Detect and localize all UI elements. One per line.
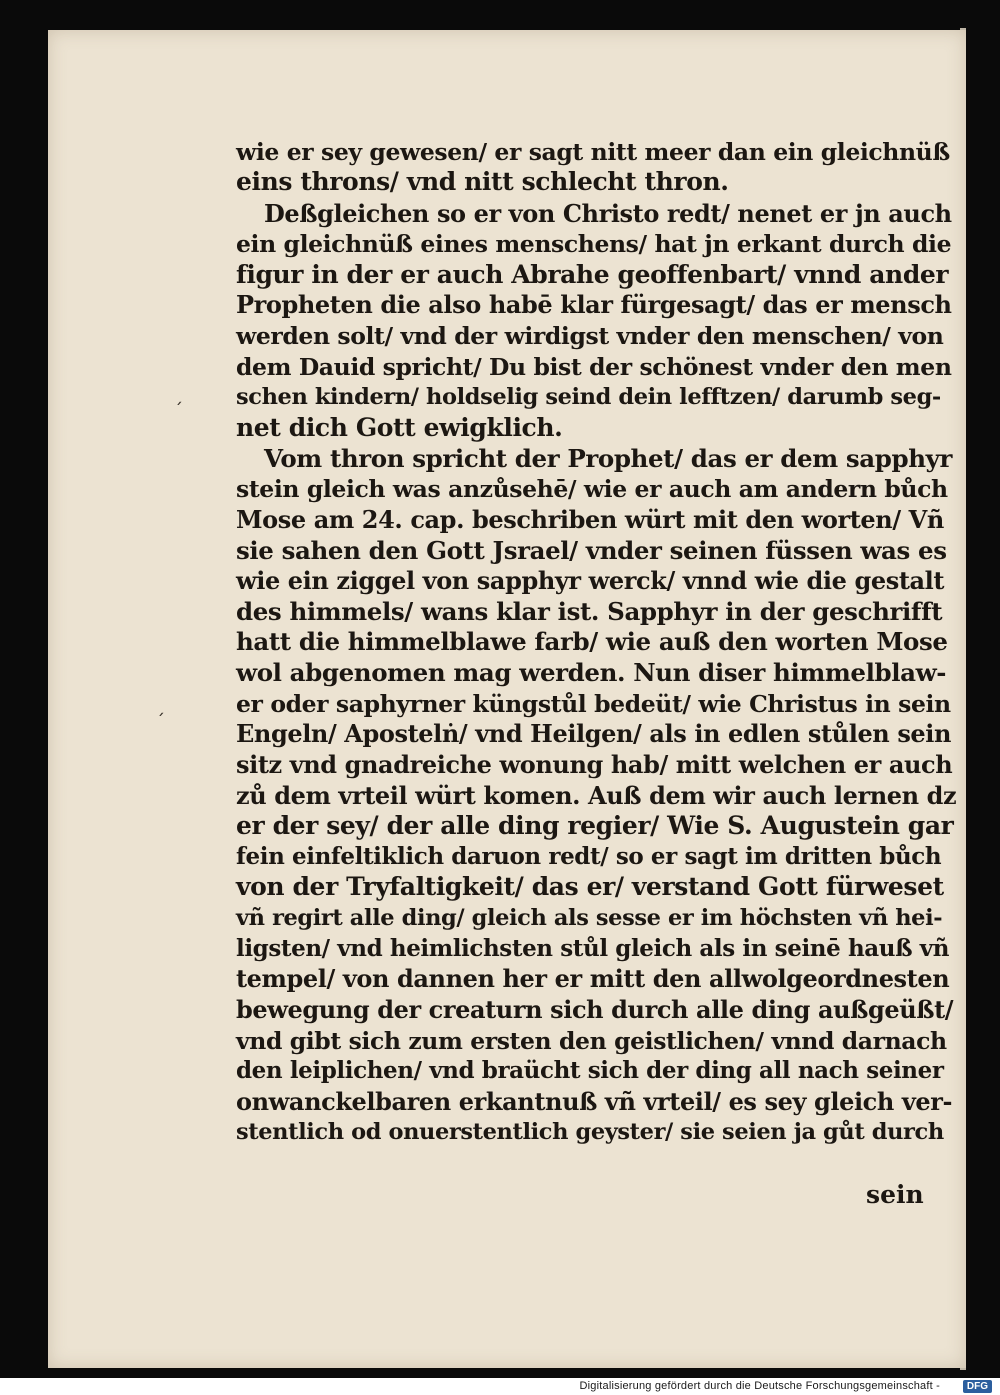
text-line: tempel/ von dannen her er mitt den allwolgeordnesten [236, 964, 950, 993]
footer-credit: Digitalisierung gefördert durch die Deutsche Forschungsgemeinschaft - [579, 1380, 940, 1392]
text-line: Vom thron spricht der Prophet/ das er dem sapphyr [264, 444, 952, 473]
text-line: schen kindern/ holdselig seind dein lefftzen/ darumb seg- [236, 384, 941, 410]
text-line: sie sahen den Gott Jsrael/ vnder seinen füssen was es [236, 536, 947, 565]
text-line: fein einfeltiklich daruon redt/ so er sagt im dritten bůch [236, 843, 942, 870]
text-line: figur in der er auch Abrahe geoffenbart/ vnnd ander [236, 260, 949, 289]
margin-mark-icon: ˏ [156, 696, 165, 717]
text-line: stein gleich was anzůsehē/ wie er auch am andern bůch [236, 475, 948, 503]
text-line: zů dem vrteil würt komen. Auß dem wir auch lernen dz [236, 781, 957, 810]
text-line: onwanckelbaren erkantnuß vñ vrteil/ es sey gleich ver- [236, 1087, 953, 1116]
margin-mark-icon: ˏ [174, 385, 183, 406]
text-line: hatt die himmelblawe farb/ wie auß den worten Mose [236, 627, 948, 656]
footer [0, 1378, 1000, 1395]
text-line: dem Dauid spricht/ Du bist der schönest vnder den men [236, 353, 952, 381]
text-line: eins throns/ vnd nitt schlecht thron. [236, 167, 729, 196]
text-line: sitz vnd gnadreiche wonung hab/ mitt welchen er auch [236, 750, 953, 779]
text-line: vñ regirt alle ding/ gleich als sesse er im höchsten vñ hei- [236, 905, 943, 931]
book-page [48, 30, 966, 1368]
text-line: net dich Gott ewigklich. [236, 413, 563, 442]
text-line: wie ein ziggel von sapphyr werck/ vnnd wie die gestalt [236, 566, 945, 595]
text-line: Engeln/ Apostelṅ/ vnd Heilgen/ als in edlen stůlen sein [236, 719, 952, 748]
text-line: er der sey/ der alle ding regier/ Wie S. Augustein gar [236, 811, 954, 840]
text-line: Deßgleichen so er von Christo redt/ nenet er jn auch [264, 199, 952, 228]
catchword: sein [866, 1180, 924, 1209]
text-line: bewegung der creaturn sich durch alle ding außgeüßt/ [236, 995, 954, 1024]
dfg-logo: DFG [963, 1380, 992, 1393]
text-line: den leiplichen/ vnd braücht sich der ding all nach seiner [236, 1057, 944, 1084]
text-line: von der Tryfaltigkeit/ das er/ verstand Gott fürweset [236, 872, 944, 901]
text-line: werden solt/ vnd der wirdigst vnder den menschen/ von [236, 322, 944, 350]
text-line: Propheten die also habē klar fürgesagt/ das er mensch [236, 290, 952, 319]
text-line: ligsten/ vnd heimlichsten stůl gleich als in seinē hauß vñ [236, 935, 950, 962]
text-line: vnd gibt sich zum ersten den geistlichen/ vnnd darnach [236, 1027, 947, 1055]
text-line: stentlich od onuerstentlich geyster/ sie seien ja gůt durch [236, 1119, 944, 1145]
text-line: ein gleichnüß eines menschens/ hat jn erkant durch die [236, 230, 952, 258]
text-line: wol abgenomen mag werden. Nun diser himmelblaw- [236, 658, 947, 687]
text-line: wie er sey gewesen/ er sagt nitt meer dan ein gleichnüß [236, 138, 950, 166]
text-line: des himmels/ wans klar ist. Sapphyr in der geschrifft [236, 597, 943, 626]
text-line: er oder saphyrner küngstůl bedeüt/ wie Christus in sein [236, 690, 951, 718]
text-line: Mose am 24. cap. beschriben würt mit den worten/ Vñ [236, 505, 944, 534]
